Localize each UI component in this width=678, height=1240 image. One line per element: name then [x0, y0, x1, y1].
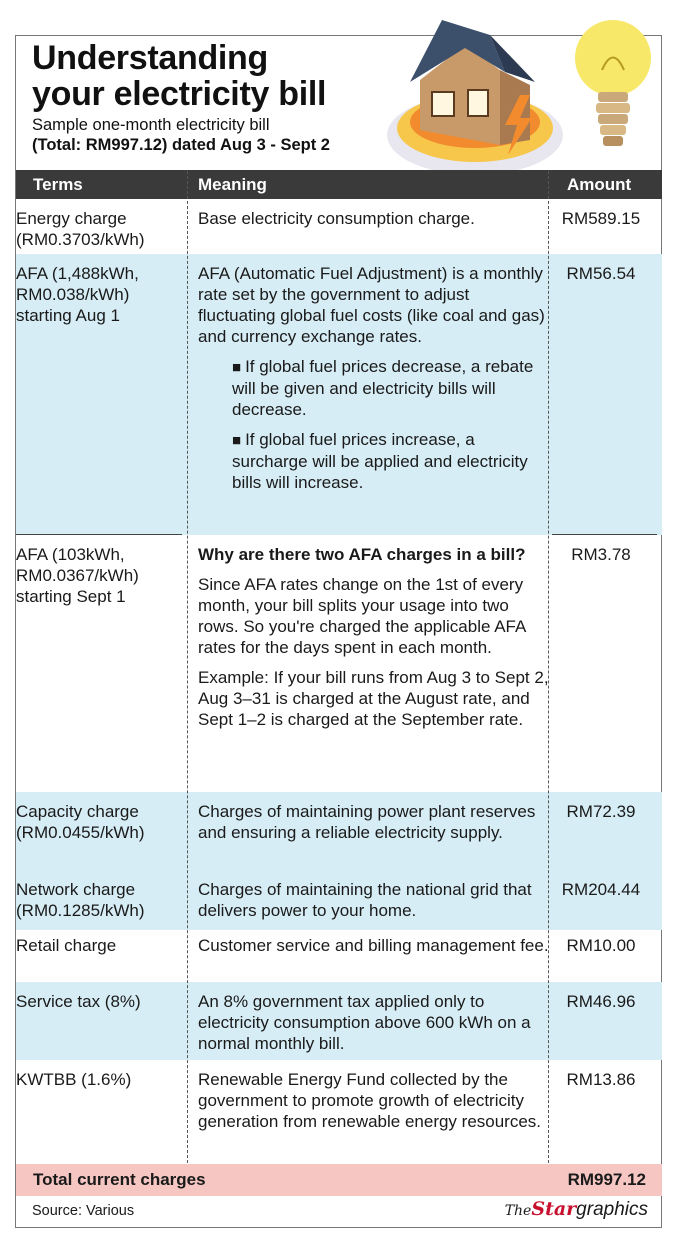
col-terms: Terms — [33, 175, 83, 194]
network-amount: RM204.44 — [561, 880, 641, 899]
subtitle-line-1: Sample one-month electricity bill — [32, 116, 270, 134]
afa-aug-amount: RM56.54 — [566, 264, 636, 283]
afa-aug-description: AFA (Automatic Fuel Adjustment) is a monthly rate set by the government to adjust fluctuating global fuel costs (like coal and gas) and currency exchange rates. — [198, 264, 545, 346]
network-term: Network charge (RM0.1285/kWh) — [16, 880, 145, 920]
afa-sept-meaning — [198, 544, 550, 739]
table-header — [16, 170, 662, 199]
source-note: Source: Various — [32, 1203, 135, 1219]
column-divider-1 — [187, 171, 188, 1168]
house-icon — [387, 20, 563, 175]
afa-aug-bullet-decrease: ■ If global fuel prices decrease, a rebate will be given and electricity bills will decrease. — [232, 356, 550, 420]
subtitle-line-2: (Total: RM997.12) dated Aug 3 - Sept 2 — [32, 136, 330, 154]
thestar-graphics-logo: TheStargraphics — [504, 1198, 648, 1220]
energy-meaning: Base electricity consumption charge. — [198, 209, 475, 228]
energy-amount: RM589.15 — [561, 209, 641, 228]
afa-aug-bullet-increase: ■ If global fuel prices increase, a surcharge will be applied and electricity bills will increase. — [232, 429, 550, 493]
capacity-meaning: Charges of maintaining power plant reserves and ensuring a reliable electricity supply. — [198, 802, 536, 842]
service-amount: RM46.96 — [566, 992, 636, 1011]
col-amount: Amount — [567, 175, 632, 194]
total-label: Total current charges — [33, 1170, 206, 1189]
afa-sept-para1: Since AFA rates change on the 1st of every month, your bill splits your usage into two rows. So you're charged the applicable AFA rates for the days spent in each month. — [198, 575, 526, 657]
network-meaning: Charges of maintaining the national grid that delivers power to your home. — [198, 880, 532, 920]
house-and-bulb-illustration — [380, 10, 660, 180]
retail-amount: RM10.00 — [566, 936, 636, 955]
row-separator-left — [16, 534, 182, 535]
total-amount: RM997.12 — [567, 1170, 646, 1189]
afa-sept-amount: RM3.78 — [571, 545, 631, 564]
energy-term: Energy charge (RM0.3703/kWh) — [16, 209, 145, 249]
retail-term: Retail charge — [16, 936, 117, 955]
afa-question: Why are there two AFA charges in a bill? — [198, 545, 526, 564]
capacity-amount: RM72.39 — [566, 802, 636, 821]
row-separator-right — [552, 534, 657, 535]
page-title: Understanding your electricity bill — [32, 39, 327, 113]
subtitle — [32, 115, 330, 155]
service-term: Service tax (8%) — [16, 992, 141, 1011]
kwtbb-meaning: Renewable Energy Fund collected by the government to promote growth of electricity generation from renewable energy resources. — [198, 1070, 542, 1131]
kwtbb-term: KWTBB (1.6%) — [16, 1070, 132, 1089]
col-meaning: Meaning — [198, 175, 267, 194]
afa-sept-para2: Example: If your bill runs from Aug 3 to Sept 2, Aug 3–31 is charged at the August rate, and Sept 1–2 is charged at the September rate. — [198, 668, 549, 729]
service-meaning: An 8% government tax applied only to electricity consumption above 600 kWh on a normal monthly bill. — [198, 992, 531, 1053]
total-row — [16, 1164, 662, 1196]
capacity-term: Capacity charge (RM0.0455/kWh) — [16, 802, 145, 842]
light-bulb-icon — [575, 20, 651, 146]
afa-aug-term: AFA (1,488kWh, RM0.038/kWh) starting Aug 1 — [16, 264, 139, 325]
afa-sept-term: AFA (103kWh, RM0.0367/kWh) starting Sept 1 — [16, 545, 139, 606]
retail-meaning: Customer service and billing management fee. — [198, 936, 549, 955]
kwtbb-amount: RM13.86 — [566, 1070, 636, 1089]
afa-aug-meaning — [198, 263, 550, 502]
